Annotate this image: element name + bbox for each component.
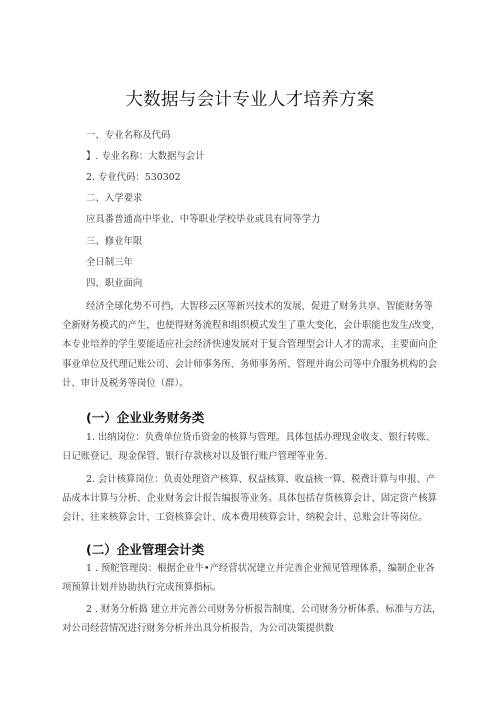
admission-requirement: 应具番普通高中毕业、中等职业学校毕业或具有同等学力 [86,214,321,225]
document-title: 大数据与会计专业人才培养方案 [125,90,375,110]
cashier-item [62,428,442,466]
paragraph-line: 项预算计划并协助执行完成预算指标。 [62,582,222,594]
section-heading-admission: 二、入学要求 [86,193,143,204]
paragraph-line: 事业单位及代理记账公司、会计师事务所、务师事务所、管理并询公司等中介服务机构的会 [62,358,438,370]
paragraph-line: 全新财务模式的产生，也使得财务流程和组织模式发生了重大变化，会计职能也发生/改变， [62,320,441,332]
accounting-item [62,470,442,528]
category-heading-business-finance: (一）企业业务财务类 [86,410,205,425]
financial-analysis-item [62,600,442,638]
career-intro-paragraph [62,297,442,393]
major-code-line: 2. 专业代码：530302 [86,172,181,183]
paragraph-line: 品成本计算与分析、企业财务会计报告编报等业务。具体包括存货核算会计、固定资产核算 [62,493,438,505]
paragraph-line: 会计、往来核算会计、工资核算会计、成本费用核算会计、纳税会计、总账会计等岗位。 [62,512,428,524]
category-heading-management-accounting: (二）企业管理会计类 [86,542,205,557]
paragraph-line: 本专业培养的学生要能适应社会经济快速发展对于复合管理型会计人才的需求，主要面向企 [62,339,438,351]
section-heading-duration: 三、修业年限 [86,236,143,247]
section-heading-major-code: 一、专业名称及代码 [86,130,171,141]
paragraph-line: 日记账登记、现金保管、银行存款核对以及银行账户管理等业务. [62,451,328,463]
paragraph-line: 对公司经营情况进行财务分析并出具分析报告，为公司决策提供数 [62,623,334,635]
study-duration: 全日制三年 [86,257,133,268]
budget-item [62,559,442,597]
paragraph-line: 1 . 预舵管理岗：根据企业牛•产经营状况建立并完善企业预见管理体系，编制企业各 [86,563,435,574]
section-heading-career: 四、职业面向 [86,278,143,289]
paragraph-line: 1. 出纳岗位：负费单位货币资金的核算与管理。具体包括办理现金收支、银行转账、 [86,432,436,443]
paragraph-line: 2 . 财务分析捣 建立并完善公司财务分析报告制度、公司财务分析体系、标准与方法， [86,604,442,615]
major-name-line: 】. 专业名称：大数据与会计 [86,151,205,162]
paragraph-line: 经济全球化势不可挡，大智移云区等新兴技术的发展，促进了财务共享、智能财务等 [86,301,433,312]
paragraph-line: 2. 会计核算岗位：负责处理资产核算、权益核算、收益核一算、税费计算与申报、产 [86,474,436,485]
paragraph-line: 计、审计及税务等岗位（群）。 [62,377,189,389]
